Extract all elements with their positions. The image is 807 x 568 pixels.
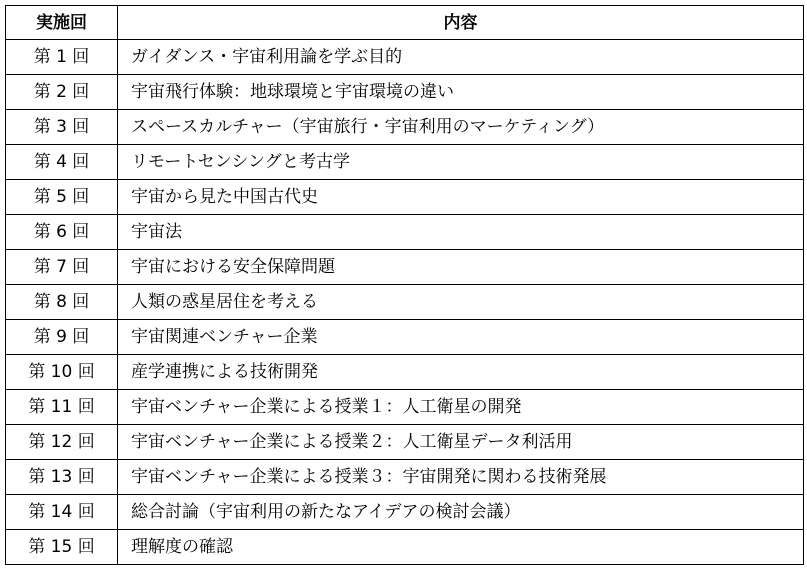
content-cell: スペースカルチャー（宇宙旅行・宇宙利用のマーケティング） <box>118 110 804 145</box>
table-row <box>6 250 804 285</box>
content-cell: 宇宙飛行体験：地球環境と宇宙環境の違い <box>118 75 804 110</box>
table-row <box>6 180 804 215</box>
table-row <box>6 530 804 565</box>
session-cell: 第 8 回 <box>6 285 118 320</box>
content-cell: ガイダンス・宇宙利用論を学ぶ目的 <box>118 40 804 75</box>
session-cell: 第 3 回 <box>6 110 118 145</box>
header-session: 実施回 <box>6 6 118 40</box>
table-row <box>6 145 804 180</box>
session-cell: 第 12 回 <box>6 425 118 460</box>
table-row <box>6 75 804 110</box>
table-row <box>6 460 804 495</box>
table-row <box>6 390 804 425</box>
content-cell: 宇宙における安全保障問題 <box>118 250 804 285</box>
header-content: 内容 <box>118 6 804 40</box>
session-cell: 第 5 回 <box>6 180 118 215</box>
table-row <box>6 110 804 145</box>
session-cell: 第 4 回 <box>6 145 118 180</box>
table-row <box>6 40 804 75</box>
content-cell: 宇宙ベンチャー企業による授業３：宇宙開発に関わる技術発展 <box>118 460 804 495</box>
session-cell: 第 2 回 <box>6 75 118 110</box>
session-cell: 第 15 回 <box>6 530 118 565</box>
session-cell: 第 7 回 <box>6 250 118 285</box>
table-row <box>6 495 804 530</box>
table-row <box>6 215 804 250</box>
content-cell: 宇宙関連ベンチャー企業 <box>118 320 804 355</box>
content-cell: 産学連携による技術開発 <box>118 355 804 390</box>
session-cell: 第 10 回 <box>6 355 118 390</box>
content-cell: 総合討論（宇宙利用の新たなアイデアの検討会議） <box>118 495 804 530</box>
session-cell: 第 11 回 <box>6 390 118 425</box>
content-cell: リモートセンシングと考古学 <box>118 145 804 180</box>
session-cell: 第 13 回 <box>6 460 118 495</box>
session-cell: 第 6 回 <box>6 215 118 250</box>
table-row <box>6 355 804 390</box>
session-cell: 第 1 回 <box>6 40 118 75</box>
content-cell: 宇宙法 <box>118 215 804 250</box>
session-cell: 第 14 回 <box>6 495 118 530</box>
content-cell: 人類の惑星居住を考える <box>118 285 804 320</box>
header-row <box>6 6 804 40</box>
session-cell: 第 9 回 <box>6 320 118 355</box>
schedule-table <box>5 5 804 565</box>
table-row <box>6 425 804 460</box>
content-cell: 宇宙ベンチャー企業による授業２：人工衛星データ利活用 <box>118 425 804 460</box>
content-cell: 理解度の確認 <box>118 530 804 565</box>
content-cell: 宇宙から見た中国古代史 <box>118 180 804 215</box>
content-cell: 宇宙ベンチャー企業による授業１：人工衛星の開発 <box>118 390 804 425</box>
table-row <box>6 285 804 320</box>
table-row <box>6 320 804 355</box>
